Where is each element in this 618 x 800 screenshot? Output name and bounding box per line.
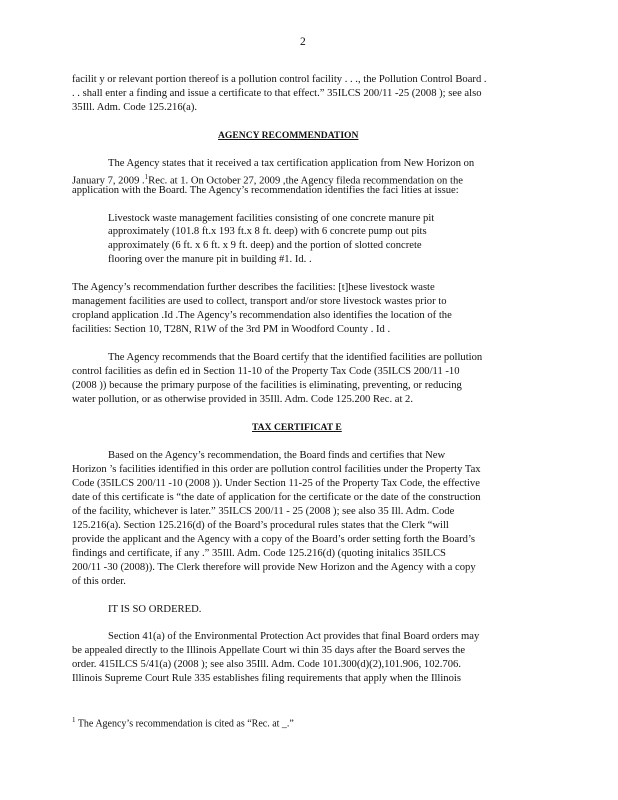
tax-paragraph-line: Code (35ILCS 200/11 -10 (2008 )). Under Section 11-25 of the Property Tax Code, the effective [72, 478, 480, 489]
intro-line: . . shall enter a finding and issue a certificate to that effect.” 35ILCS 200/11 -25 (2008 ); see also [72, 88, 482, 99]
agency-paragraph-line: The Agency states that it received a tax certification application from New Horizon on [108, 158, 475, 169]
agency-paragraph-line: facilities: Section 10, T28N, R1W of the 3rd PM in Woodford County . Id . [72, 324, 391, 335]
tax-paragraph-line: date of this certificate is “the date of application for the certificate or the date of the construction [72, 492, 481, 503]
footnote-number: 1 [72, 716, 76, 724]
block-quote-line: approximately (6 ft. x 6 ft. x 9 ft. deep) and the portion of slotted concrete [108, 240, 422, 251]
tax-paragraph-line: Horizon ’s facilities identified in this order are pollution control facilities under the Property Tax [72, 464, 481, 475]
agency-paragraph-line: (2008 )) because the primary purpose of the facilities is eliminating, preventing, or reducing [72, 380, 462, 391]
agency-paragraph-line: control facilities as defin ed in Section 11-10 of the Property Tax Code (35ILCS 200/11 -10 [72, 366, 460, 377]
footnote-marker: 1 [144, 173, 149, 181]
block-quote-line: flooring over the manure pit in building #1. Id. . [108, 254, 312, 265]
section-heading-agency: AGENCY RECOMMENDATION [218, 130, 359, 141]
tax-paragraph-line: of this order. [72, 576, 126, 587]
footnote: $^1$ The Agency’s recommendation is cited as “Rec. at _.” [72, 716, 294, 730]
appeal-paragraph-line: Section 41(a) of the Environmental Protection Act provides that final Board orders may [108, 631, 480, 642]
page-number: 2 [300, 36, 306, 48]
block-quote-line: Livestock waste management facilities consisting of one concrete manure pit [108, 213, 435, 224]
agency-paragraph-line: The Agency recommends that the Board certify that the identified facilities are pollution [108, 352, 483, 363]
agency-paragraph-line: cropland application .Id .The Agency’s recommendation also identifies the location of the [72, 310, 452, 321]
appeal-paragraph-line: order. 415ILCS 5/41(a) (2008 ); see also 35Ill. Adm. Code 101.300(d)(2),101.906, 102.706. [72, 659, 461, 670]
tax-paragraph-line: Based on the Agency’s recommendation, the Board finds and certifies that New [108, 450, 446, 461]
agency-paragraph-line: The Agency’s recommendation further describes the facilities: [t]hese livestock waste [72, 282, 435, 293]
agency-paragraph-line: application with the Board. The Agency’s recommendation identifies the faci lities at issue: [72, 185, 459, 196]
so-ordered: IT IS SO ORDERED. [108, 604, 202, 615]
agency-paragraph-line: January 7, 2009 .$^1$Rec. at 1. On October 27, 2009 ,the Agency fileda recommendation on the [72, 173, 463, 187]
tax-paragraph-line: 200/11 -30 (2008)). The Clerk therefore will provide New Horizon and the Agency with a copy [72, 562, 476, 573]
appeal-paragraph-line: Illinois Supreme Court Rule 335 establishes filing requirements that apply when the Illinois [72, 673, 461, 684]
tax-paragraph-line: of the facility, whichever is later.” 35ILCS 200/11 - 25 (2008 ); see also 35 Ill. Adm. Code [72, 506, 455, 517]
block-quote-line: approximately (101.8 ft.x 193 ft.x 8 ft. deep) with 6 concrete pump out pits [108, 226, 427, 237]
appeal-paragraph-line: be appealed directly to the Illinois Appellate Court wi thin 35 days after the Board serves the [72, 645, 466, 656]
agency-paragraph-line: management facilities are used to collect, transport and/or store livestock wastes prior to [72, 296, 447, 307]
section-heading-tax-certificate: TAX CERTIFICAT E [252, 422, 342, 433]
intro-line: 35Ill. Adm. Code 125.216(a). [72, 102, 198, 113]
agency-paragraph-line: water pollution, or as otherwise provided in 35Ill. Adm. Code 125.200 Rec. at 2. [72, 394, 414, 405]
tax-paragraph-line: findings and certificate, if any .” 35Ill. Adm. Code 125.216(d) (quoting initalics 35ILCS [72, 548, 446, 559]
intro-line: facilit y or relevant portion thereof is a pollution control facility . . ., the Pollution Control Board . [72, 74, 487, 85]
tax-paragraph-line: provide the applicant and the Agency with a copy of the Board’s order setting forth the Board’s [72, 534, 476, 545]
tax-paragraph-line: 125.216(a). Section 125.216(d) of the Board’s procedural rules states that the Clerk “will [72, 520, 449, 531]
